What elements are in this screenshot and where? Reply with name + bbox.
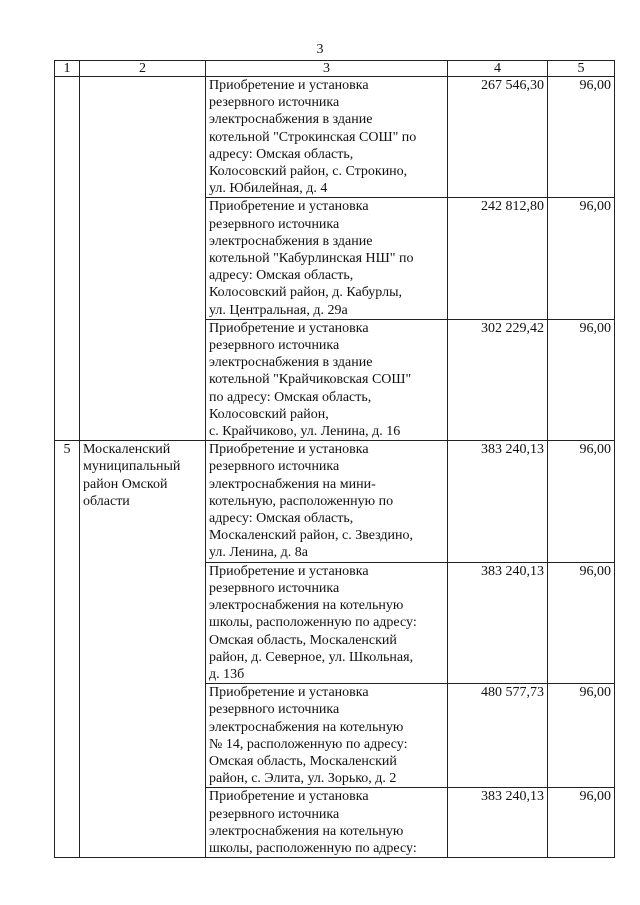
table-row xyxy=(55,441,615,562)
amount-cell: 383 240,13 xyxy=(448,788,548,858)
description-line: резервного источника xyxy=(209,95,340,111)
description-line: Колосовский район, д. Кабурлы, xyxy=(209,285,403,301)
municipality-cell xyxy=(80,441,206,858)
amount-cell: 242 812,80 xyxy=(448,198,548,319)
description-line: резервного источника xyxy=(209,806,340,822)
description-line: котельную, расположенную по xyxy=(209,493,394,509)
description-line: район, д. Северное, ул. Школьная, xyxy=(209,649,414,665)
description-cell xyxy=(206,684,448,788)
description-cell xyxy=(206,319,448,440)
description-line: ул. Ленина, д. 8а xyxy=(209,545,309,561)
description-line: д. 13б xyxy=(209,666,245,682)
description-line: Колосовский район, с. Строкино, xyxy=(209,164,408,180)
row-number-cell: 5 xyxy=(55,441,80,858)
table-body xyxy=(55,61,615,858)
description-line: электроснабжения в здание xyxy=(209,112,373,128)
description-cell xyxy=(206,198,448,319)
percent-cell: 96,00 xyxy=(548,788,615,858)
description-line: ул. Центральная, д. 29а xyxy=(209,302,348,318)
description-cell xyxy=(206,562,448,683)
column-number-row xyxy=(55,61,615,77)
description-line: школы, расположенную по адресу: xyxy=(209,615,417,631)
description-line: Омская область, Москаленский xyxy=(209,632,397,648)
description-line: котельной "Кабурлинская НШ" по xyxy=(209,251,414,267)
description-line: электроснабжения в здание xyxy=(209,355,373,371)
description-line: Приобретение и установка xyxy=(209,563,369,579)
description-line: котельной "Строкинская СОШ" по xyxy=(209,129,417,145)
description-line: Москаленский район, с. Звездино, xyxy=(209,528,414,544)
description-line: район, с. Элита, ул. Зорько, д. 2 xyxy=(209,771,397,787)
description-line: резервного источника xyxy=(209,459,340,475)
description-line: адресу: Омская область, xyxy=(209,146,354,162)
description-line: Приобретение и установка xyxy=(209,442,369,458)
amount-cell: 302 229,42 xyxy=(448,319,548,440)
amount-cell: 383 240,13 xyxy=(448,562,548,683)
amount-cell: 267 546,30 xyxy=(448,77,548,198)
description-line: Приобретение и установка xyxy=(209,685,369,701)
municipality-line: области xyxy=(83,493,130,509)
percent-cell: 96,00 xyxy=(548,198,615,319)
percent-cell: 96,00 xyxy=(548,319,615,440)
description-line: резервного источника xyxy=(209,338,340,354)
amount-cell: 383 240,13 xyxy=(448,441,548,562)
description-line: ул. Юбилейная, д. 4 xyxy=(209,181,328,197)
description-line: по адресу: Омская область, xyxy=(209,389,372,405)
column-number-3: 3 xyxy=(206,61,448,77)
description-line: Приобретение и установка xyxy=(209,789,369,805)
percent-cell: 96,00 xyxy=(548,684,615,788)
municipality-line: муниципальный xyxy=(83,459,181,475)
description-line: электроснабжения на мини- xyxy=(209,476,376,492)
table-row xyxy=(55,77,615,198)
municipality-line: Москаленский xyxy=(83,442,171,458)
column-number-4: 4 xyxy=(448,61,548,77)
row-number-cell xyxy=(55,77,80,441)
percent-cell: 96,00 xyxy=(548,77,615,198)
description-cell xyxy=(206,77,448,198)
description-line: резервного источника xyxy=(209,216,340,232)
description-line: Омская область, Москаленский xyxy=(209,753,397,769)
description-line: Колосовский район, xyxy=(209,406,329,422)
column-number-1: 1 xyxy=(55,61,80,77)
municipality-line: район Омской xyxy=(83,476,168,492)
description-line: электроснабжения на котельную xyxy=(209,598,404,614)
description-line: электроснабжения на котельную xyxy=(209,719,404,735)
municipality-cell xyxy=(80,77,206,441)
description-cell xyxy=(206,441,448,562)
description-line: электроснабжения на котельную xyxy=(209,823,404,839)
description-cell xyxy=(206,788,448,858)
description-line: адресу: Омская область, xyxy=(209,511,354,527)
description-line: Приобретение и установка xyxy=(209,199,369,215)
description-line: электроснабжения в здание xyxy=(209,233,373,249)
description-line: школы, расположенную по адресу: xyxy=(209,840,417,856)
description-line: котельной "Крайчиковская СОШ" xyxy=(209,372,412,388)
description-line: Приобретение и установка xyxy=(209,78,369,93)
amount-cell: 480 577,73 xyxy=(448,684,548,788)
allocation-table xyxy=(54,60,615,858)
description-line: с. Крайчиково, ул. Ленина, д. 16 xyxy=(209,424,401,440)
column-number-2: 2 xyxy=(80,61,206,77)
description-line: № 14, расположенную по адресу: xyxy=(209,736,408,752)
percent-cell: 96,00 xyxy=(548,562,615,683)
description-line: резервного источника xyxy=(209,580,340,596)
page-number: 3 xyxy=(316,42,324,57)
percent-cell: 96,00 xyxy=(548,441,615,562)
description-line: Приобретение и установка xyxy=(209,320,369,336)
description-line: адресу: Омская область, xyxy=(209,268,354,284)
column-number-5: 5 xyxy=(548,61,615,77)
description-line: резервного источника xyxy=(209,702,340,718)
